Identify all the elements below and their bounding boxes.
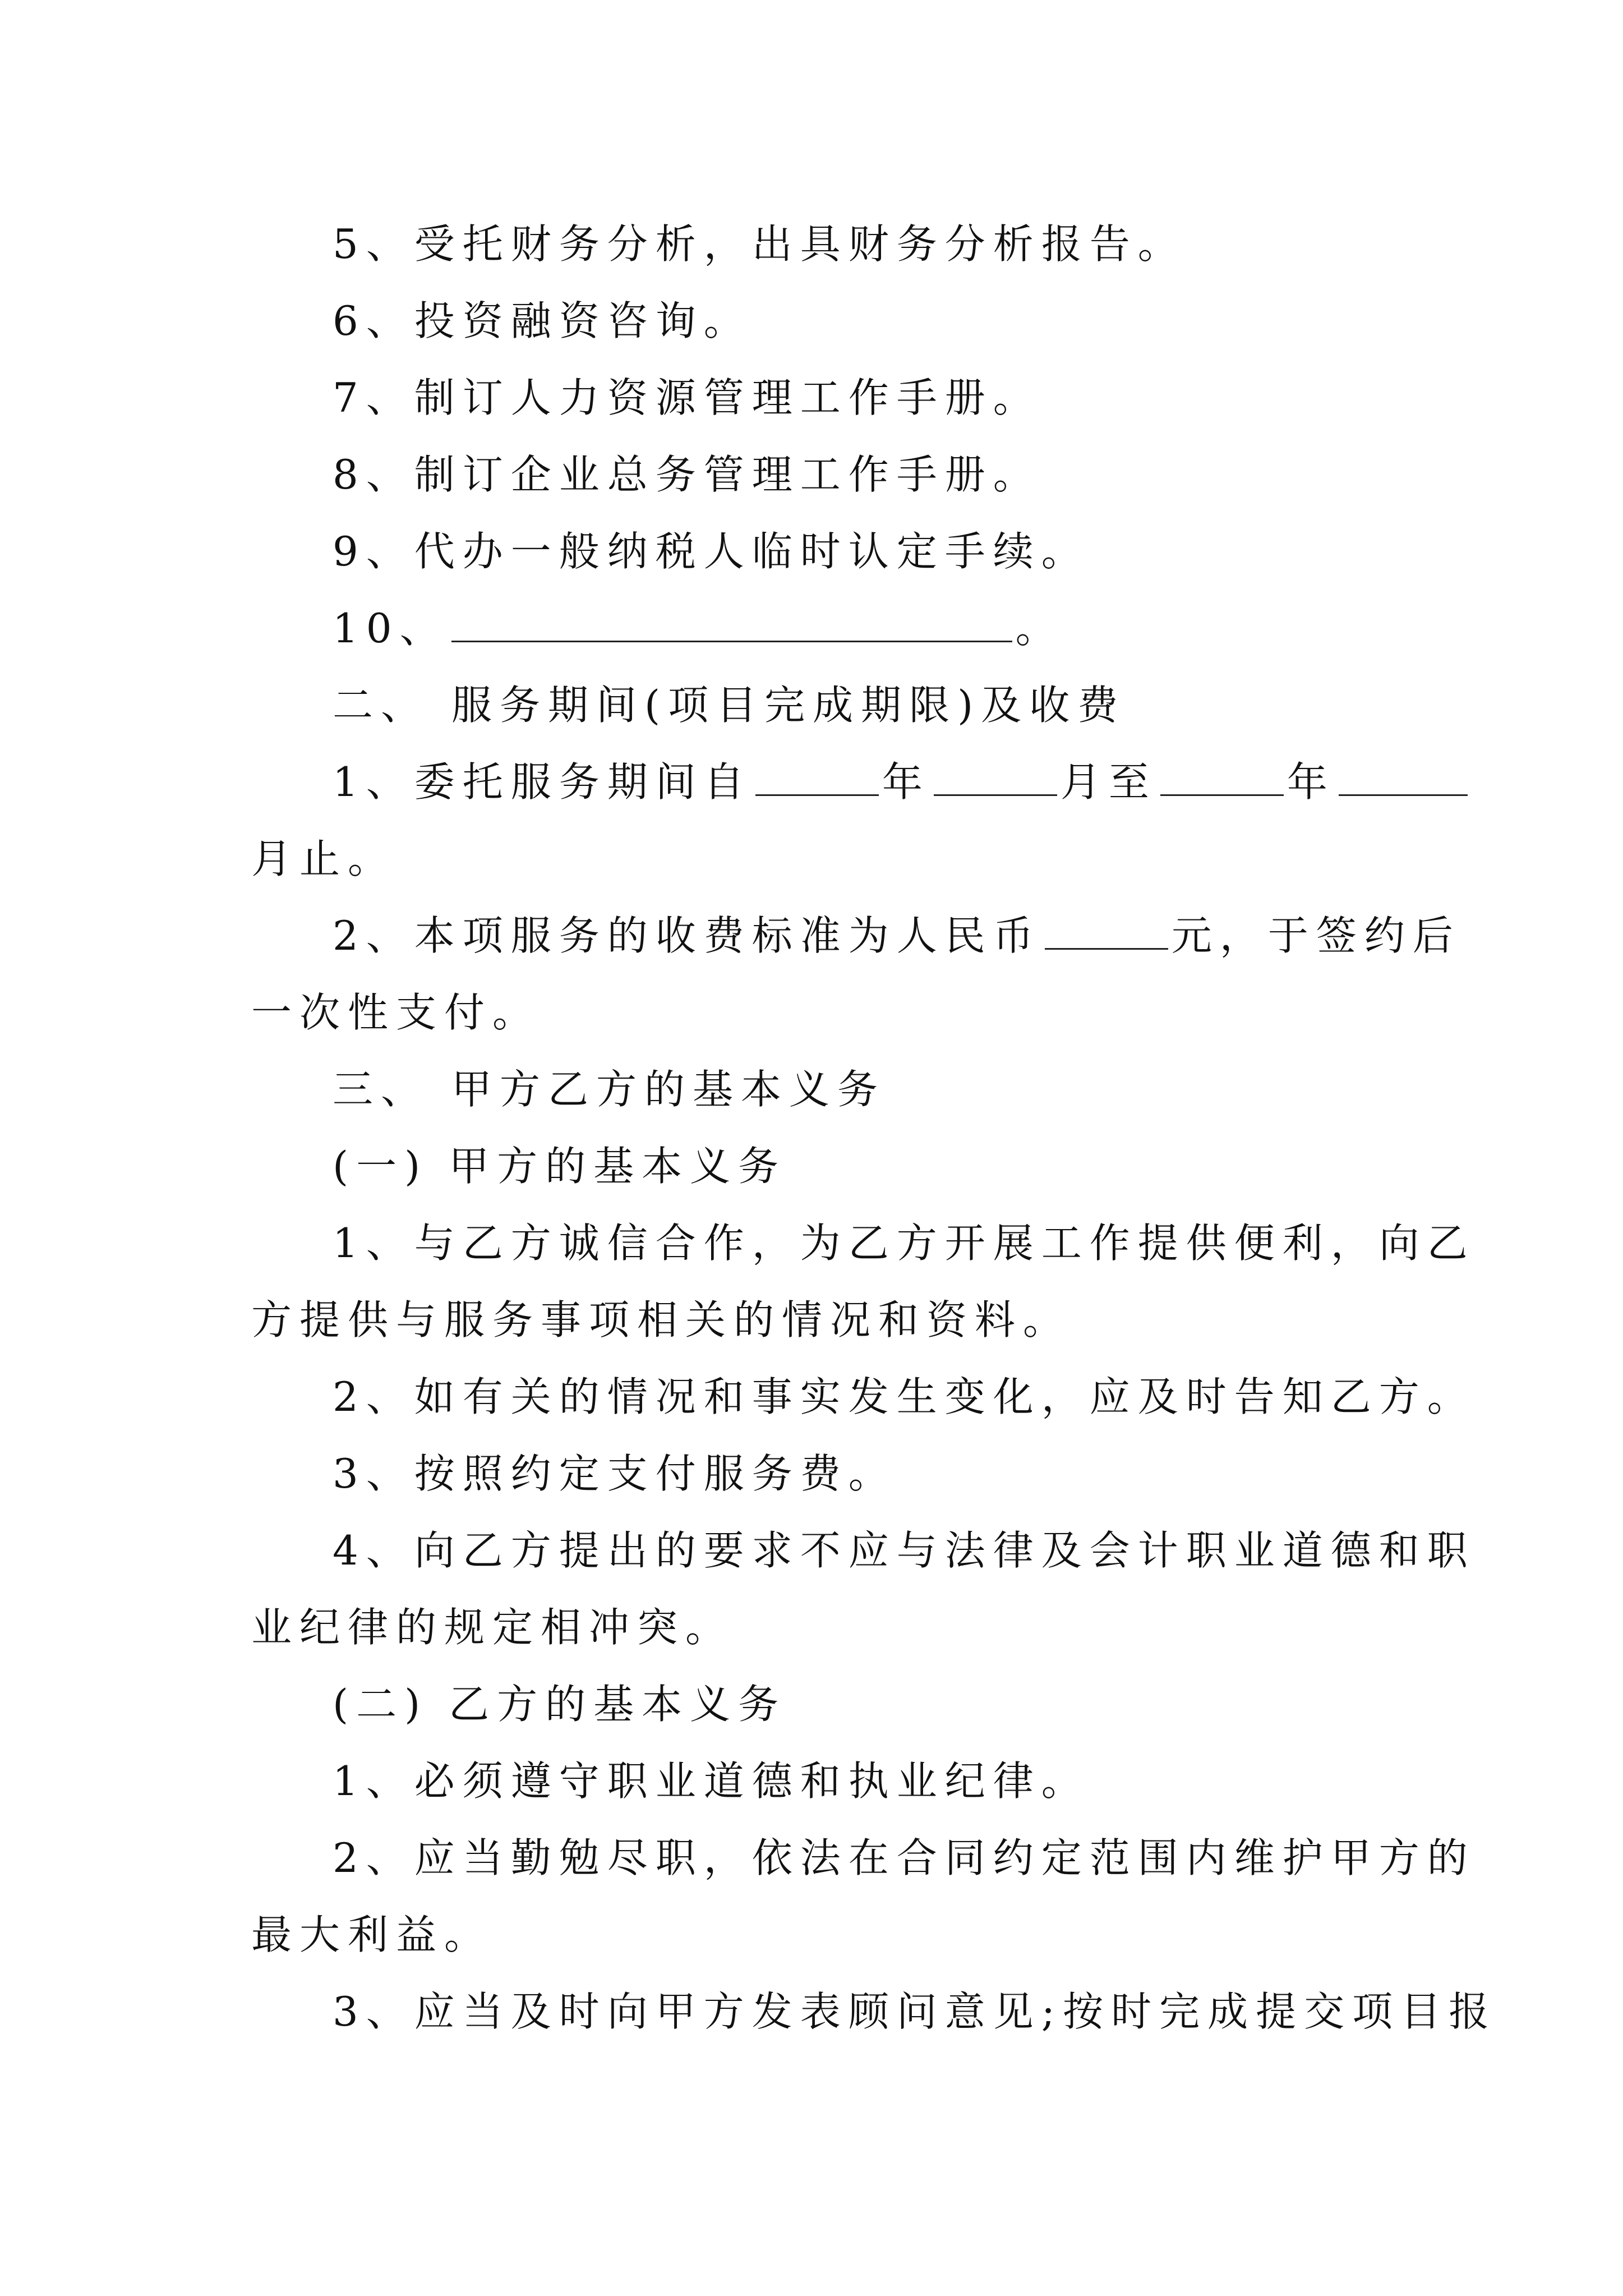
service-period-line-cont [251, 831, 1390, 887]
start-month-blank[interactable] [934, 758, 1057, 796]
party-b-duty-2-cont [251, 1907, 1390, 1963]
item-7 [333, 370, 1393, 426]
party-a-duty-3-text: 3、按照约定支付服务费。 [333, 1450, 897, 1497]
fee-prefix: 2、本项服务的收费标准为人民币 [333, 912, 1041, 959]
service-period-line [333, 754, 1393, 810]
section-3-title: 甲方乙方的基本义务 [451, 1066, 886, 1113]
party-b-duty-1 [333, 1753, 1393, 1809]
party-a-title: (一) 甲方的基本义务 [333, 1143, 787, 1190]
end-year-blank[interactable] [1160, 758, 1284, 796]
section-2-title: 服务期间(项目完成期限)及收费 [451, 682, 1126, 729]
party-a-duty-4-cont [251, 1599, 1390, 1655]
item-8 [333, 447, 1393, 503]
section-2-heading [333, 677, 1393, 733]
item-7-text: 7、制订人力资源管理工作手册。 [333, 374, 1041, 421]
item-5 [333, 216, 1393, 272]
item-9-text: 9、代办一般纳税人临时认定手续。 [333, 528, 1090, 575]
item-10-blank[interactable] [451, 605, 1012, 642]
party-a-duty-1-text: 1、与乙方诚信合作，为乙方开展工作提供便利，向乙 [333, 1220, 1476, 1267]
party-b-duty-1-text: 1、必须遵守职业道德和执业纪律。 [333, 1757, 1090, 1805]
party-a-duty-3 [333, 1446, 1393, 1502]
party-a-duty-2-text: 2、如有关的情况和事实发生变化，应及时告知乙方。 [333, 1373, 1476, 1420]
section-3-number: 三、 [333, 1066, 430, 1113]
end-month-label: 月止。 [251, 835, 396, 882]
party-a-duty-4-text: 4、向乙方提出的要求不应与法律及会计职业道德和职 [333, 1527, 1476, 1574]
party-a-duty-1-cont [251, 1292, 1390, 1348]
item-6 [333, 293, 1393, 349]
start-year-blank[interactable] [755, 758, 879, 796]
item-8-text: 8、制订企业总务管理工作手册。 [333, 451, 1041, 498]
party-a-duty-2 [333, 1369, 1476, 1425]
section-3-heading [333, 1061, 1393, 1117]
item-10 [333, 600, 1393, 656]
party-a-heading [333, 1138, 1393, 1194]
fee-line-cont [251, 984, 1390, 1041]
party-a-duty-1-cont-text: 方提供与服务事项相关的情况和资料。 [251, 1296, 1072, 1343]
item-6-text: 6、投资融资咨询。 [333, 297, 752, 344]
party-b-duty-2 [333, 1830, 1476, 1886]
end-year-label: 年 [1287, 758, 1335, 806]
start-month-label: 月至 [1060, 758, 1157, 806]
party-a-duty-1 [333, 1215, 1476, 1271]
party-b-heading [333, 1676, 1393, 1732]
fee-payment-text: 一次性支付。 [251, 989, 541, 1036]
fee-amount-blank[interactable] [1045, 912, 1168, 950]
start-year-label: 年 [882, 758, 930, 806]
item-10-suffix: 。 [1015, 605, 1064, 652]
party-b-title: (二) 乙方的基本义务 [333, 1681, 787, 1728]
section-2-number: 二、 [333, 682, 430, 729]
party-b-duty-3 [333, 1984, 1497, 2040]
party-b-duty-3-text: 3、应当及时向甲方发表顾问意见;按时完成提交项目报 [333, 1988, 1497, 2035]
item-10-prefix: 10、 [333, 605, 448, 652]
fee-line [333, 908, 1461, 964]
service-period-prefix: 1、委托服务期间自 [333, 758, 752, 806]
party-b-duty-2-cont-text: 最大利益。 [251, 1911, 493, 1958]
end-month-blank[interactable] [1339, 758, 1468, 796]
fee-suffix: 元，于签约后 [1171, 912, 1461, 959]
party-b-duty-2-text: 2、应当勤勉尽职，依法在合同约定范围内维护甲方的 [333, 1834, 1476, 1881]
party-a-duty-4-cont-text: 业纪律的规定相冲突。 [251, 1604, 734, 1651]
party-a-duty-4 [333, 1522, 1476, 1579]
item-9 [333, 523, 1393, 579]
item-5-text: 5、受托财务分析，出具财务分析报告。 [333, 220, 1186, 268]
